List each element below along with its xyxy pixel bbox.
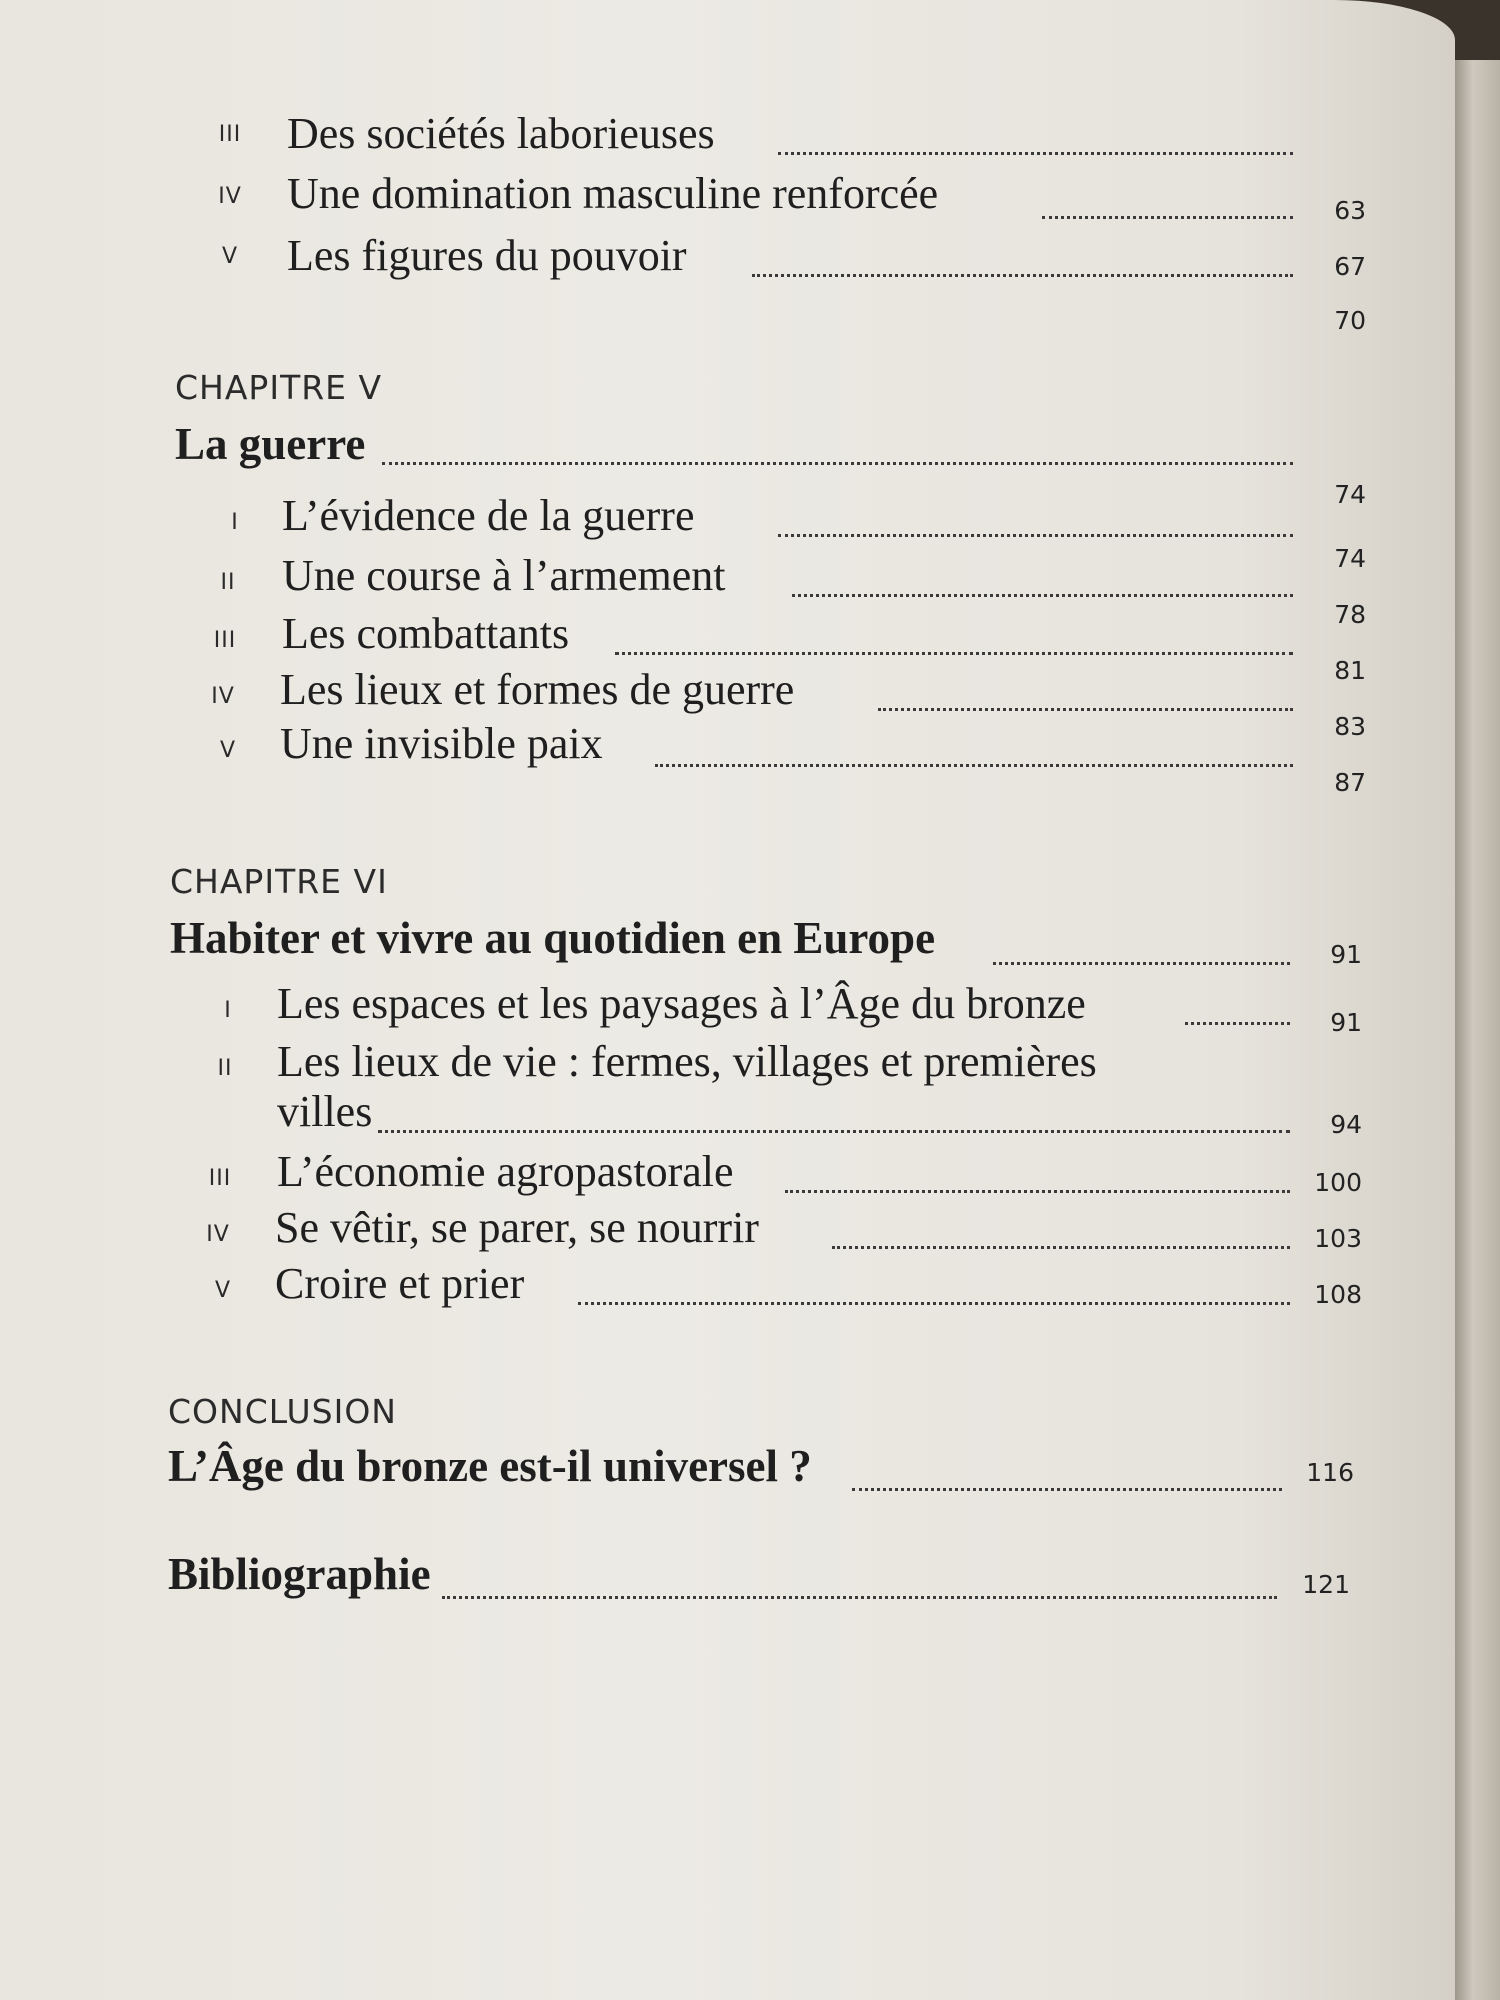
chapter-page: 74 bbox=[1334, 480, 1366, 509]
conclusion-heading[interactable] bbox=[0, 1440, 1455, 1500]
conclusion-title: L’Âge du bronze est-il universel ? bbox=[168, 1441, 812, 1491]
entry-number: V bbox=[214, 1278, 232, 1303]
entry-number: II bbox=[220, 570, 236, 595]
entry-number: IV bbox=[206, 1222, 230, 1247]
toc-entry[interactable] bbox=[0, 1036, 1455, 1146]
toc-entry[interactable] bbox=[0, 222, 1455, 335]
entry-title: L’économie agropastorale bbox=[277, 1147, 734, 1196]
entry-page: 74 bbox=[1334, 544, 1366, 573]
dot-leader bbox=[1185, 1018, 1290, 1025]
entry-page: 63 bbox=[1334, 196, 1366, 225]
toc-entry[interactable] bbox=[0, 718, 1455, 797]
chapter-title: Habiter et vivre au quotidien en Europe bbox=[170, 913, 936, 963]
dot-leader bbox=[378, 1126, 1290, 1133]
entry-number: IV bbox=[218, 184, 242, 209]
entry-page: 91 bbox=[1330, 1008, 1362, 1037]
entry-page: 87 bbox=[1334, 768, 1366, 797]
dot-leader bbox=[1042, 212, 1293, 219]
entry-page: 83 bbox=[1334, 712, 1366, 741]
entry-title: Les figures du pouvoir bbox=[287, 231, 687, 280]
conclusion-page: 116 bbox=[1306, 1458, 1354, 1487]
entry-title-continued: villes bbox=[277, 1087, 373, 1136]
chapter-label: CHAPITRE V bbox=[175, 368, 383, 407]
entry-title: Les espaces et les paysages à l’Âge du bronze bbox=[277, 979, 1086, 1028]
entry-page: 67 bbox=[1334, 252, 1366, 281]
dot-leader bbox=[852, 1484, 1282, 1491]
entry-number: III bbox=[218, 122, 242, 147]
entry-title: Croire et prier bbox=[275, 1259, 525, 1308]
toc-entry[interactable] bbox=[0, 1200, 1455, 1260]
dot-leader bbox=[832, 1242, 1290, 1249]
toc-entry[interactable] bbox=[0, 550, 1455, 629]
dot-leader bbox=[778, 148, 1293, 155]
dot-leader bbox=[615, 648, 1293, 655]
entry-number: V bbox=[221, 244, 239, 269]
entry-page: 100 bbox=[1314, 1168, 1362, 1197]
entry-title: Les lieux et formes de guerre bbox=[280, 665, 795, 714]
entry-page: 108 bbox=[1314, 1280, 1362, 1309]
dot-leader bbox=[792, 590, 1293, 597]
dot-leader bbox=[785, 1186, 1290, 1193]
chapter-page: 91 bbox=[1330, 940, 1362, 969]
toc-entry[interactable] bbox=[0, 1144, 1455, 1204]
dot-leader bbox=[382, 458, 1293, 465]
dot-leader bbox=[442, 1592, 1277, 1599]
page-edge bbox=[1455, 60, 1500, 2000]
conclusion-label: CONCLUSION bbox=[168, 1392, 397, 1431]
dot-leader bbox=[993, 958, 1290, 965]
entry-page: 103 bbox=[1314, 1224, 1362, 1253]
entry-page: 94 bbox=[1330, 1110, 1362, 1139]
entry-number: V bbox=[219, 738, 237, 763]
toc-entry[interactable] bbox=[0, 976, 1455, 1036]
entry-title: Des sociétés laborieuses bbox=[287, 109, 715, 158]
toc-entry[interactable] bbox=[0, 1256, 1455, 1316]
entry-title: Les combattants bbox=[282, 609, 570, 658]
bibliography-heading[interactable] bbox=[0, 1548, 1455, 1608]
entry-title: Une domination masculine renforcée bbox=[287, 169, 939, 218]
toc-entry[interactable] bbox=[0, 490, 1455, 573]
dot-leader bbox=[655, 760, 1293, 767]
chapter-heading[interactable] bbox=[0, 418, 1455, 509]
bibliography-title: Bibliographie bbox=[168, 1549, 431, 1599]
entry-page: 78 bbox=[1334, 600, 1366, 629]
entry-page: 70 bbox=[1334, 306, 1366, 335]
entry-page: 81 bbox=[1334, 656, 1366, 685]
entry-number: III bbox=[213, 628, 237, 653]
chapter-label: CHAPITRE VI bbox=[170, 862, 388, 901]
entry-number: III bbox=[208, 1166, 232, 1191]
dot-leader bbox=[578, 1298, 1290, 1305]
entry-number: IV bbox=[211, 684, 235, 709]
dot-leader bbox=[878, 704, 1293, 711]
entry-title: Les lieux de vie : fermes, villages et premières bbox=[277, 1037, 1097, 1086]
chapter-heading[interactable] bbox=[0, 912, 1455, 972]
entry-number: II bbox=[217, 1056, 233, 1081]
entry-title: L’évidence de la guerre bbox=[282, 491, 695, 540]
toc-entry[interactable] bbox=[0, 606, 1455, 685]
entry-title: Une invisible paix bbox=[280, 719, 603, 768]
chapter-title: La guerre bbox=[175, 419, 366, 469]
toc-entry[interactable] bbox=[0, 662, 1455, 741]
entry-number: I bbox=[224, 998, 232, 1023]
dot-leader bbox=[778, 530, 1293, 537]
entry-title: Se vêtir, se parer, se nourrir bbox=[275, 1203, 759, 1252]
entry-number: I bbox=[231, 510, 239, 535]
bibliography-page: 121 bbox=[1302, 1570, 1350, 1599]
dot-leader bbox=[752, 270, 1293, 277]
entry-title: Une course à l’armement bbox=[282, 551, 726, 600]
